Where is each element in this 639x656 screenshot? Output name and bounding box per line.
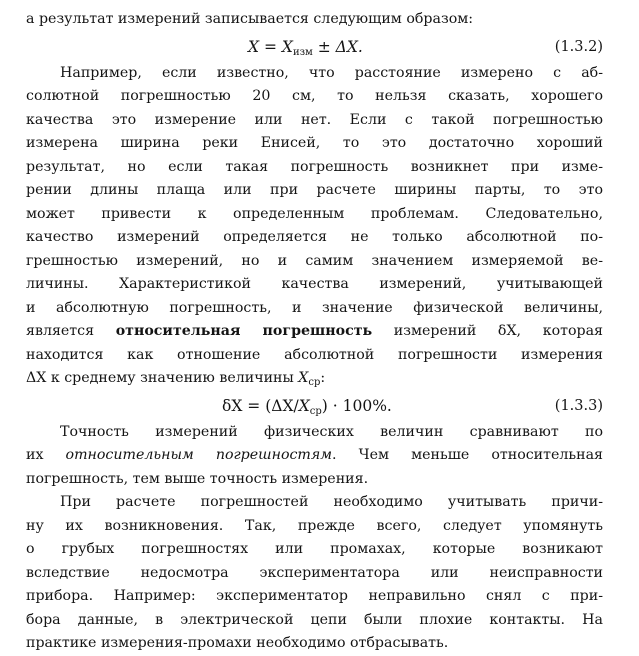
text-run: измерений δX, которая	[372, 323, 603, 339]
text-line: результат, но если такая погрешность возникнет при изме-	[26, 158, 603, 175]
formula-1-3-3	[26, 391, 603, 421]
paragraph-relative-error	[26, 62, 603, 391]
text-line: рении длины плаща или при расчете ширины парты, то это	[26, 182, 603, 198]
text-line: личины. Характеристикой качества измерений, учитывающей	[26, 276, 603, 292]
text-line: грешностью измерений, но и самим значением измеряемой ве-	[26, 252, 603, 269]
formula-1-3-3-subscript: ср	[309, 405, 322, 417]
text-line: солютной погрешностью 20 см, то нельзя сказать, хорошего	[26, 88, 603, 104]
formula-1-3-2-lhs: X	[248, 37, 260, 56]
text-line: вследствие недосмотра экспериментатора или неисправности	[26, 564, 603, 581]
text-line: о грубых погрешностях или промахах, которые возникают	[26, 541, 603, 557]
formula-1-3-3-expression	[222, 391, 392, 427]
formula-1-3-2-expression	[248, 32, 363, 68]
text-run: . Чем меньше относительная	[332, 447, 603, 463]
text-line	[26, 444, 603, 468]
variable-x: X	[298, 370, 309, 386]
text-line: Например, если известно, что расстояние измерено с аб-	[60, 64, 603, 81]
text-line: прибора. Например: экспериментатор неправильно снял с при-	[26, 588, 603, 604]
text-line: практике измерения-промахи необходимо отбрасывать.	[26, 635, 449, 651]
formula-1-3-2-number: (1.3.2)	[554, 38, 603, 55]
term-relative-errors: относительным погрешностям	[65, 447, 333, 463]
formula-1-3-2-eq: =	[259, 37, 282, 56]
formula-1-3-2-main: X	[281, 37, 293, 56]
text-line: может привести к определенным проблемам. Следовательно,	[26, 205, 603, 222]
text-line	[26, 367, 603, 391]
text-line: качества это измерение или нет. Если с такой погрешностью	[26, 111, 603, 128]
text-line	[26, 320, 603, 344]
formula-1-3-2-rest: ± ΔX.	[312, 37, 363, 56]
text-line: ну их возникновения. Так, прежде всего, следует упомянуть	[26, 517, 603, 534]
formula-1-3-3-part-b: ) · 100%.	[321, 396, 392, 415]
text-line: бора данные, в электрической цепи были плохие контакты. На	[26, 611, 603, 628]
text-line: При расчете погрешностей необходимо учитывать причи-	[60, 494, 603, 510]
formula-1-3-3-var: X	[298, 396, 310, 415]
text-run: их	[26, 447, 66, 463]
intro-line: а результат измерений записывается следующим образом:	[26, 11, 474, 27]
formula-1-3-2	[26, 32, 603, 62]
text-line: Точность измерений физических величин сравнивают по	[60, 423, 603, 440]
variable-subscript: ср	[308, 377, 321, 388]
formula-1-3-2-subscript: изм	[292, 46, 313, 58]
text-line: качество измерений определяется не только абсолютной по-	[26, 229, 603, 245]
text-line: измерена ширина реки Енисей, то это достаточно хороший	[26, 135, 603, 151]
formula-1-3-3-number: (1.3.3)	[554, 397, 603, 414]
text-line: и абсолютную погрешность, и значение физической величины,	[26, 299, 603, 316]
paragraph-gross-errors	[26, 491, 603, 656]
text-line: погрешность, тем выше точность измерения.	[26, 470, 369, 487]
formula-1-3-3-part-a: δX = (ΔX/	[222, 396, 299, 415]
text-run: ΔX к среднему значению величины	[26, 370, 299, 386]
paragraph-accuracy	[26, 421, 603, 492]
term-relative-error: относительная погрешность	[115, 323, 373, 339]
text-run: является	[26, 323, 116, 339]
text-run: :	[320, 370, 326, 386]
text-line: находится как отношение абсолютной погрешности измерения	[26, 346, 603, 363]
